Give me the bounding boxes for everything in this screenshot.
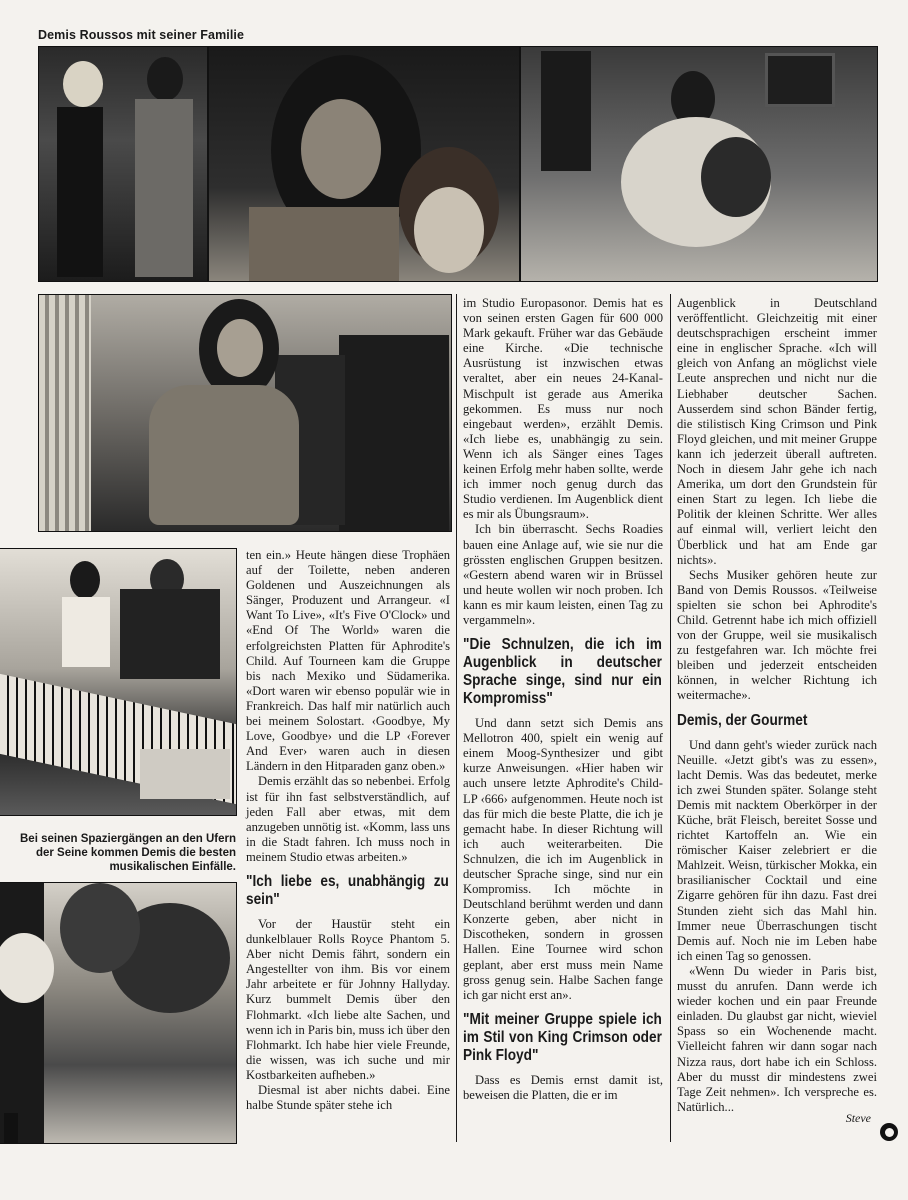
article-column-2	[463, 296, 663, 1103]
photo-demis-with-cats	[520, 46, 878, 282]
paragraph: Und dann geht's wieder zurück nach Neuille. «Jetzt gibt's was zu essen», lacht Demis. Was das bedeutet, merke ich zwei Stunden später. Solange steht Demis mit nacktem Oberkörper in der Küche, brät Fleisch, bereitet Sosse und richtet Kartoffeln an. Wie ein römischer Kaiser zelebriert er die Mahlzeit. Weisn, türkischer Mokka, ein brasilianischer Cocktail und eine Zigarre gehören für ihn dazu. Fast drei Stunden zieht sich das Mahl hin. Immer neue Überraschungen tischt Demis auf. Noch nie im Leben habe ich einen Tag so genossen.	[677, 737, 877, 963]
paragraph: ten ein.» Heute hängen diese Trophäen auf der Toilette, neben anderen Goldenen und Auszeichnungen als Sänger, Produzent und Arrangeur. «I Want To Live», «It's Five O'Clock» und «End Of The World» waren die erfolgreichsten Platten für Aphrodite's Child. Auf Tourneen kam die Gruppe bis nach Mexiko und Südamerika. «Dort waren wir ebenso populär wie in Frankreich. Das half mir natürlich auch bei meinem Solostart. ‹Goodbye, My Love, Goodbye› und die LP ‹Forever And Ever› waren auch in diesen Ländern in den Hitparaden ganz oben.»	[246, 548, 450, 774]
paragraph: Diesmal ist aber nichts dabei. Eine halbe Stunde später stehe ich	[246, 1083, 450, 1113]
paragraph: im Studio Europasonor. Demis hat es von seinen ersten Gagen für 600 000 Mark gekauft. Früher war das Gebäude eine Kirche. «Die technische Ausrüstung ist inzwischen etwas veraltet, aber ein neues 24-Kanal-Mischpult ist gerade aus Amerika gekommen. Es muss nur noch eingebaut werden», erzählt Demis. «Ich liebe es, unabhängig zu sein. Wenn ich als Sänger eines Tages keinen Erfolg mehr haben sollte, werde ich immer noch genug durch das Studio verdienen. Im Augenblick dient es mir als Übungsraum».	[463, 296, 663, 522]
photo-caption: Bei seinen Spaziergängen an den Ufern der Seine kommen Demis die besten musikalischen Einfälle.	[20, 833, 236, 873]
paragraph: Und dann setzt sich Demis ans Mellotron 400, spielt ein wenig auf einem Moog-Synthesizer und gibt kurze Anweisungen. «Hier haben wir auch unsere letzte Aphrodite's Child-LP ‹666› aufgenommen. Heute noch ist das für mich die beste Platte, die ich je gemacht habe. In dieser Richtung will ich auch weiterarbeiten. Die Schnulzen, die ich im Augenblick in deutscher Sprache singe, sind nur ein Kompromiss. Ich möchte in Deutschland berühmt werden und dann Konzerte geben, aber nicht in Discotheken, sondern in grossen Hallen. Eine Tournee wird schon geplant, aber erst muss mein Name gross genug sein. Halbe Sachen fange ich gar nicht erst an».	[463, 716, 663, 1002]
photo-piano-studio	[0, 548, 237, 816]
photo-couple-walking	[38, 46, 208, 282]
photo-demis-seated-interior	[38, 294, 452, 532]
photo-demis-with-child	[208, 46, 520, 282]
article-column-3	[677, 296, 877, 1126]
paragraph: Vor der Haustür steht ein dunkelblauer Rolls Royce Phantom 5. Aber nicht Demis fährt, sondern ein Angestellter von ihm. Bis vor einem Jahr arbeitete er für Johnny Hallyday. Kurz bummelt Demis über den Flohmarkt. «Ich liebe alte Sachen, und wenn ich in Paris bin, muss ich über den Flohmarkt. Ich habe hier viele Freunde, die wissen, was ich suche und mir Kostbarkeiten aufheben.»	[246, 916, 450, 1082]
paragraph: Dass es Demis ernst damit ist, beweisen die Platten, die er im	[463, 1072, 663, 1102]
paragraph: Demis erzählt das so nebenbei. Erfolg ist für ihn fast selbstverständlich, auf jeden Fall aber etwas, mit dem anzugeben unnötig ist. «Komm, lass uns in die Stadt fahren. Ich muss noch in meinem Studio etwas arbeiten.»	[246, 774, 450, 864]
photo-seine-walk	[0, 882, 237, 1144]
author-signature: Steve	[845, 1110, 871, 1125]
header-caption: Demis Roussos mit seiner Familie	[38, 28, 245, 42]
subheading: "Ich liebe es, unabhängig zu sein"	[246, 872, 449, 908]
paragraph: Augenblick in Deutschland veröffentlicht. Gleichzeitig mit einer deutschsprachigen erscheint immer eine in englischer Sprache. «Ich will gleich von Anfang an möglichst viele Leute ansprechen und nicht nur die Liebhaber deutscher Sachen. Ausserdem sind schon Bänder fertig, die stilistisch King Crimson und Pink Floyd gleichen, und mit meiner Gruppe kann ich jederzeit überall auftreten. Noch in diesem Jahr gehe ich nach Amerika, um dort den Grundstein für einen Start zu legen. Ich liebe die Politik der kleinen Schritte. Wer alles auf einmal will, verliert leicht den Überblick und hat am Ende gar nichts».	[677, 296, 877, 567]
end-mark-icon	[880, 1123, 898, 1141]
subheading: "Mit meiner Gruppe spiele ich im Stil von King Crimson oder Pink Floyd"	[463, 1010, 662, 1064]
subheading: Demis, der Gourmet	[677, 711, 808, 729]
paragraph: Ich bin überrascht. Sechs Roadies bauen eine Anlage auf, wie sie nur die grössten englischen Gruppen besitzen. «Gestern abend waren wir in Brüssel und heute wollen wir noch proben. Ich kann es mir kaum leisten, einen Tag zu vergammeln».	[463, 522, 663, 627]
subheading: "Die Schnulzen, die ich im Augenblick in deutscher Sprache singe, sind nur ein Kompromiss"	[463, 636, 662, 708]
article-column-1	[246, 548, 450, 1113]
paragraph: «Wenn Du wieder in Paris bist, musst du anrufen. Dann werde ich wieder kochen und ein paar Freunde einladen. Du glaubst gar nicht, wieviel Spass so ein Wochenende macht. Vielleicht fahren wir dann sogar nach Nizza raus, dort habe ich ein Schloss. Aber du musst dir mindestens zwei Tage Zeit nehmen». Ich verspreche es. Natürlich...	[677, 963, 877, 1114]
paragraph: Sechs Musiker gehören heute zur Band von Demis Roussos. «Teilweise spielten sie schon bei Aphrodite's Child. Getrennt habe ich mich offiziell von der Gruppe, weil sie musikalisch zu festgefahren war. Ich möchte frei bleiben und jederzeit entscheiden können, in welcher Richtung ich weitermache».	[677, 567, 877, 703]
